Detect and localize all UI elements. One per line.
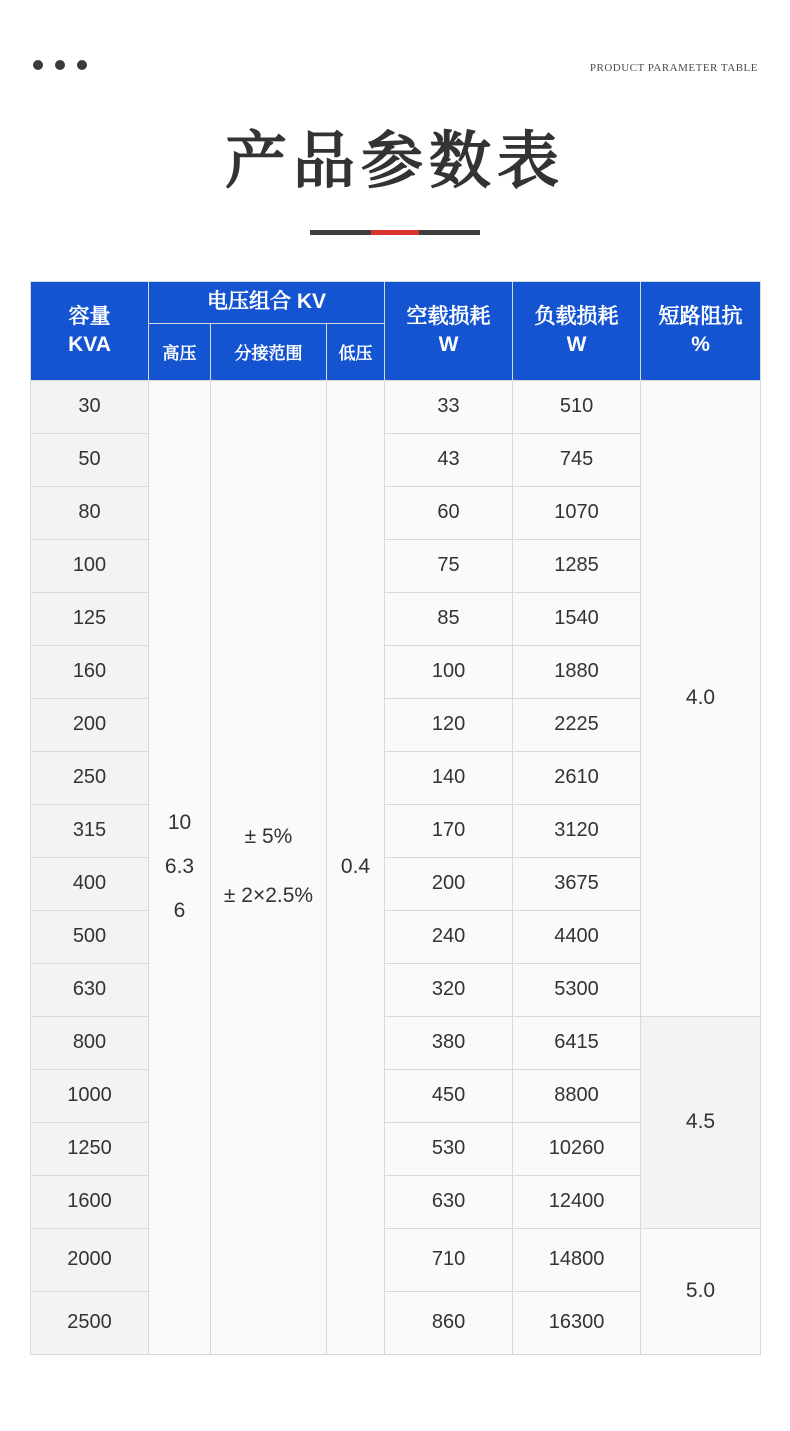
th-short-circuit-line2: % [691, 332, 710, 356]
cell-no-load-loss: 240 [385, 910, 513, 963]
cell-capacity: 2500 [31, 1291, 149, 1354]
cell-no-load-loss: 380 [385, 1016, 513, 1069]
cell-load-loss: 14800 [513, 1228, 641, 1291]
cell-capacity: 1600 [31, 1175, 149, 1228]
table-row [31, 380, 761, 433]
table-head [31, 282, 761, 380]
cell-load-loss: 16300 [513, 1291, 641, 1354]
cell-no-load-loss: 200 [385, 857, 513, 910]
cell-no-load-loss: 140 [385, 751, 513, 804]
cell-load-loss: 3675 [513, 857, 641, 910]
th-capacity-line2: KVA [68, 332, 111, 356]
tap-value: ± 5% [244, 825, 293, 849]
cell-no-load-loss: 630 [385, 1175, 513, 1228]
cell-load-loss: 12400 [513, 1175, 641, 1228]
th-load-loss [513, 282, 641, 380]
cell-capacity: 80 [31, 486, 149, 539]
cell-capacity: 100 [31, 539, 149, 592]
dot-icon [55, 60, 65, 70]
th-load-loss-line2: W [566, 332, 587, 356]
cell-capacity: 1000 [31, 1069, 149, 1122]
th-capacity-line1: 容量 [68, 304, 111, 328]
table-row [31, 1016, 761, 1069]
cell-load-loss: 1880 [513, 645, 641, 698]
cell-load-loss: 1070 [513, 486, 641, 539]
cell-no-load-loss: 75 [385, 539, 513, 592]
cell-load-loss: 1540 [513, 592, 641, 645]
cell-capacity: 800 [31, 1016, 149, 1069]
cell-no-load-loss: 450 [385, 1069, 513, 1122]
dot-icon [33, 60, 43, 70]
cell-capacity: 125 [31, 592, 149, 645]
table-row [31, 1228, 761, 1291]
th-tap-range: 分接范围 [211, 323, 327, 380]
title-block [0, 128, 790, 235]
hv-value: 10 [167, 810, 192, 834]
table-header-row-1 [31, 282, 761, 323]
cell-load-loss: 745 [513, 433, 641, 486]
cell-no-load-loss: 530 [385, 1122, 513, 1175]
table-body [31, 380, 761, 1354]
th-short-circuit-impedance [641, 282, 761, 380]
cell-load-loss: 4400 [513, 910, 641, 963]
cell-no-load-loss: 170 [385, 804, 513, 857]
th-low-voltage: 低压 [327, 323, 385, 380]
cell-high-voltage [149, 380, 211, 1354]
cell-capacity: 50 [31, 433, 149, 486]
cell-no-load-loss: 710 [385, 1228, 513, 1291]
cell-no-load-loss: 43 [385, 433, 513, 486]
th-load-loss-line1: 负载损耗 [534, 304, 619, 328]
cell-impedance: 5.0 [641, 1228, 761, 1354]
cell-impedance: 4.5 [641, 1016, 761, 1228]
title-divider [310, 230, 480, 235]
cell-low-voltage: 0.4 [327, 380, 385, 1354]
cell-capacity: 315 [31, 804, 149, 857]
cell-capacity: 500 [31, 910, 149, 963]
th-no-load-loss [385, 282, 513, 380]
tap-value: ± 2×2.5% [223, 884, 314, 908]
cell-load-loss: 5300 [513, 963, 641, 1016]
dots-decoration [33, 60, 87, 70]
cell-impedance: 4.0 [641, 380, 761, 1016]
cell-no-load-loss: 33 [385, 380, 513, 433]
cell-capacity: 400 [31, 857, 149, 910]
cell-load-loss: 6415 [513, 1016, 641, 1069]
cell-load-loss: 510 [513, 380, 641, 433]
cell-no-load-loss: 320 [385, 963, 513, 1016]
cell-load-loss: 2225 [513, 698, 641, 751]
cell-tap-range [211, 380, 327, 1354]
cell-capacity: 250 [31, 751, 149, 804]
cell-capacity: 160 [31, 645, 149, 698]
cell-load-loss: 2610 [513, 751, 641, 804]
parameter-table [30, 281, 761, 1354]
th-no-load-loss-line2: W [438, 332, 459, 356]
header-eyebrow-text: PRODUCT PARAMETER TABLE [589, 62, 758, 74]
th-no-load-loss-line1: 空载损耗 [406, 304, 491, 328]
cell-load-loss: 10260 [513, 1122, 641, 1175]
hv-value: 6.3 [164, 854, 195, 878]
cell-capacity: 1250 [31, 1122, 149, 1175]
cell-no-load-loss: 60 [385, 486, 513, 539]
cell-load-loss: 8800 [513, 1069, 641, 1122]
cell-load-loss: 3120 [513, 804, 641, 857]
cell-capacity: 30 [31, 380, 149, 433]
parameter-table-zone [0, 281, 790, 1354]
cell-no-load-loss: 100 [385, 645, 513, 698]
th-short-circuit-line1: 短路阻抗 [658, 304, 743, 328]
th-high-voltage: 高压 [149, 323, 211, 380]
th-voltage-group: 电压组合 KV [149, 282, 385, 323]
dot-icon [77, 60, 87, 70]
cell-no-load-loss: 85 [385, 592, 513, 645]
cell-no-load-loss: 860 [385, 1291, 513, 1354]
title-divider-accent [371, 230, 419, 235]
cell-capacity: 2000 [31, 1228, 149, 1291]
page-header [0, 0, 790, 110]
cell-load-loss: 1285 [513, 539, 641, 592]
hv-value: 6 [173, 899, 186, 923]
cell-no-load-loss: 120 [385, 698, 513, 751]
cell-capacity: 200 [31, 698, 149, 751]
page-title: 产品参数表 [224, 127, 565, 196]
cell-capacity: 630 [31, 963, 149, 1016]
th-capacity [31, 282, 149, 380]
